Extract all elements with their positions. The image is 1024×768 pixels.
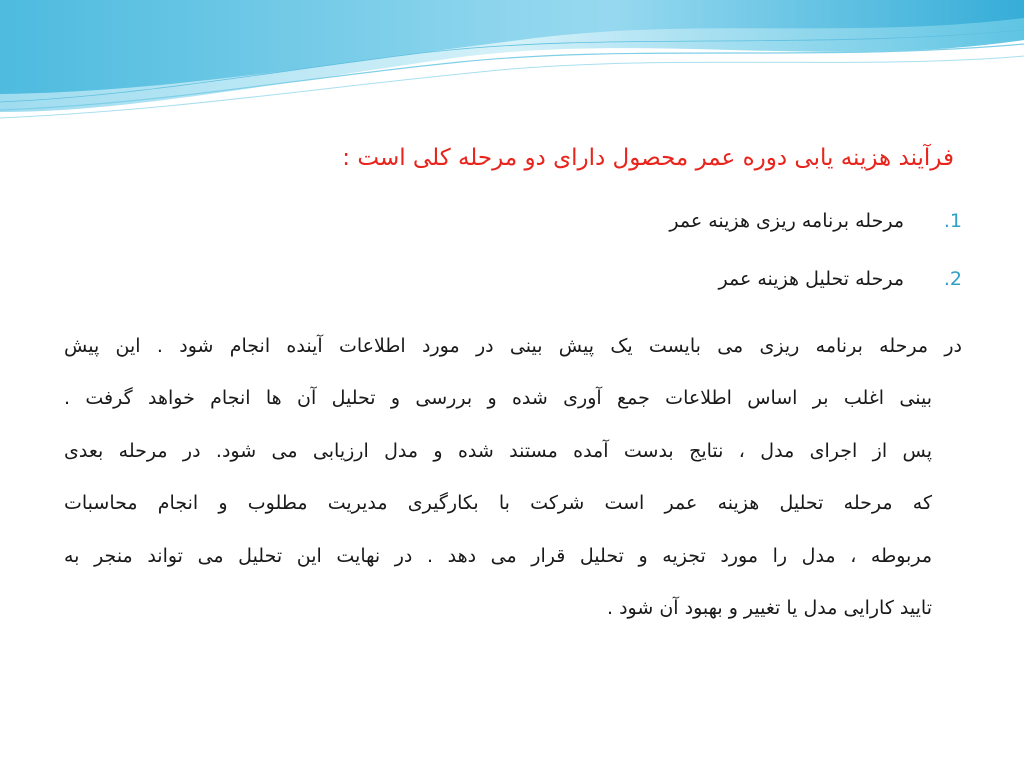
paragraph-line-6: تایید کارایی مدل یا تغییر و بهبود آن شود . (607, 596, 932, 619)
list-text-2: مرحله تحلیل هزینه عمر (718, 268, 904, 290)
paragraph-line-2: بینی اغلب بر اساس اطلاعات جمع آوری شده و بررسی و تحلیل آن ها انجام خواهد گرفت . (64, 387, 932, 410)
body-paragraph (64, 320, 962, 634)
list-number-2: 2. (943, 268, 962, 290)
slide-heading: فرآیند هزینه یابی دوره عمر محصول دارای دو مرحله کلی است : (342, 145, 954, 171)
paragraph-line-4: که مرحله تحلیل هزینه عمر است شرکت با بکارگیری مدیریت مطلوب و انجام محاسبات (64, 492, 932, 515)
paragraph-line-5: مربوطه ، مدل را مورد تجزیه و تحلیل قرار می دهد . در نهایت این تحلیل می تواند منجر به (64, 544, 932, 567)
paragraph-line-3: پس از اجرای مدل ، نتایج بدست آمده مستند شده و مدل ارزیابی می شود. در مرحله بعدی (64, 439, 932, 462)
list-item-2 (719, 259, 962, 299)
list-number-1: 1. (943, 210, 962, 232)
list-item-1 (669, 201, 962, 241)
paragraph-line-1: در مرحله برنامه ریزی می بایست یک پیش بینی در مورد اطلاعات آینده انجام شود . این پیش (64, 335, 962, 357)
list-text-1: مرحله برنامه ریزی هزینه عمر (669, 210, 904, 232)
